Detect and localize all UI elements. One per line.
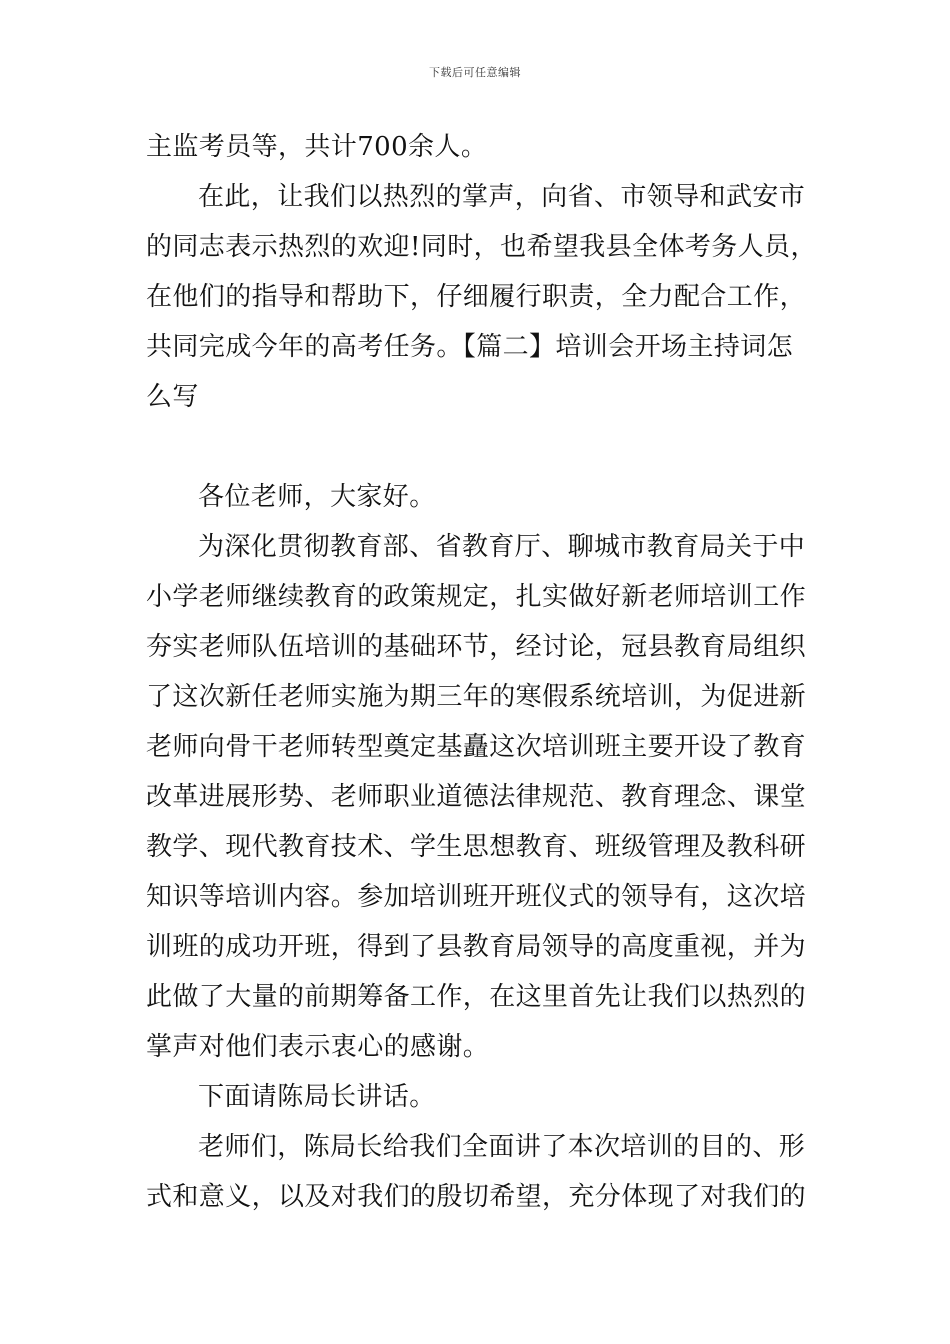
document-body <box>146 122 817 1222</box>
text-line: 训班的成功开班，得到了县教育局领导的高度重视，并为 <box>146 932 807 962</box>
text-line: 主监考员等，共计700余人。 <box>146 132 488 162</box>
text-line: 了这次新任老师实施为期三年的寒假系统培训，为促进新 <box>146 682 807 712</box>
text-line: 老师向骨干老师转型奠定基矗这次培训班主要开设了教育 <box>146 732 807 762</box>
text-line: 老师们，陈局长给我们全面讲了本次培训的目的、形 <box>198 1132 806 1162</box>
text-line: 么写 <box>146 382 199 412</box>
text-line: 此做了大量的前期筹备工作，在这里首先让我们以热烈的 <box>146 982 807 1012</box>
text-line: 共同完成今年的高考任务。【篇二】培训会开场主持词怎 <box>146 332 794 362</box>
blank-line <box>146 422 808 472</box>
text-line: 改革进展形势、老师职业道德法律规范、教育理念、课堂 <box>146 782 807 812</box>
text-line: 在此，让我们以热烈的掌声，向省、市领导和武安市 <box>198 182 806 212</box>
text-line: 式和意义，以及对我们的殷切希望，充分体现了对我们的 <box>146 1182 807 1212</box>
text-line: 为深化贯彻教育部、省教育厅、聊城市教育局关于中 <box>198 532 806 562</box>
text-line: 掌声对他们表示衷心的感谢。 <box>146 1032 490 1062</box>
text-line: 的同志表示热烈的欢迎!同时，也希望我县全体考务人员， <box>146 232 817 262</box>
text-line: 夯实老师队伍培训的基础环节，经讨论，冠县教育局组织 <box>146 632 807 662</box>
page-header: 下载后可任意编辑 <box>429 66 521 79</box>
text-line: 知识等培训内容。参加培训班开班仪式的领导有，这次培 <box>146 882 807 912</box>
text-line: 各位老师，大家好。 <box>198 482 436 512</box>
text-line: 在他们的指导和帮助下，仔细履行职责，全力配合工作， <box>146 282 807 312</box>
text-line: 教学、现代教育技术、学生思想教育、班级管理及教科研 <box>146 832 807 862</box>
text-line: 下面请陈局长讲话。 <box>198 1082 436 1112</box>
text-line: 小学老师继续教育的政策规定，扎实做好新老师培训工作 <box>146 582 807 612</box>
